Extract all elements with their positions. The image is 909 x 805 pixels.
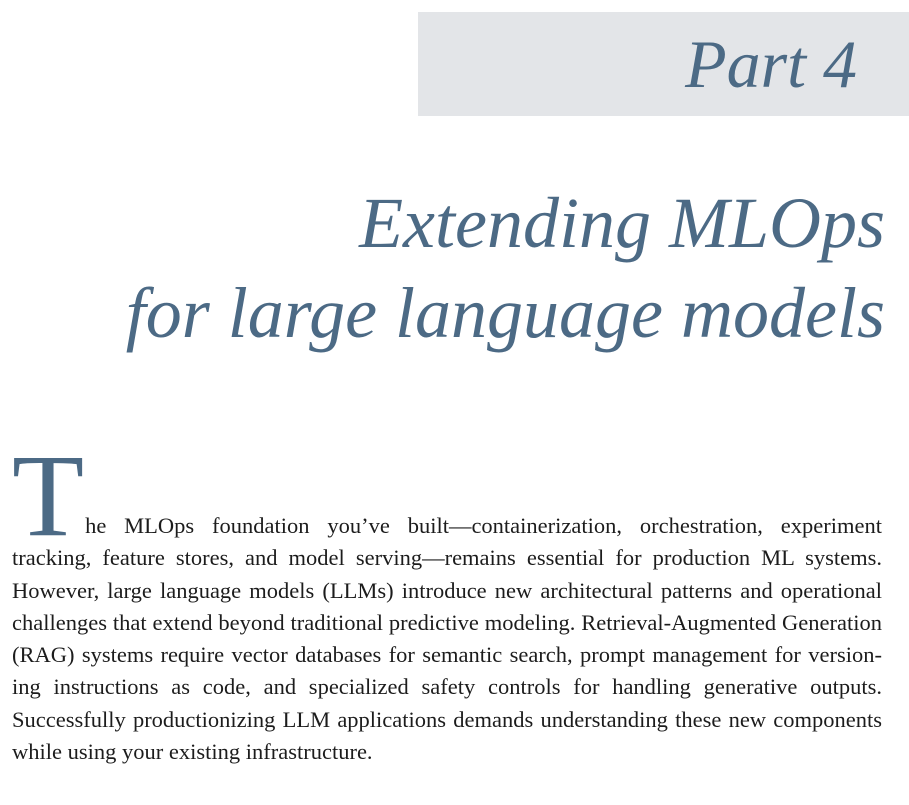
part-title-line-2: for large language models <box>125 273 885 353</box>
intro-paragraph <box>12 430 882 768</box>
first-line-spacer <box>12 448 882 510</box>
intro-text: he MLOps foundation you’ve built—containerization, orchestration, experiment tracking, feature stores, and model serving—remains essential for production ML systems. However, large language models (LLMs) introduce new architectural patterns and operational challenges that extend beyond traditional predictive modeling. Retrieval-Augmented Generation (RAG) systems require vector databases for semantic search, prompt management for versioning instructions as code, and specialized safety controls for handling generative outputs. Successfully productionizing LLM applications demands understanding these new components while using your existing infrastructure. <box>12 513 882 765</box>
part-title-line-1: Extending MLOps <box>359 183 885 263</box>
part-label: Part 4 <box>685 26 857 102</box>
part-title <box>126 178 885 358</box>
drop-cap: T <box>12 430 85 561</box>
part-banner <box>418 12 909 116</box>
